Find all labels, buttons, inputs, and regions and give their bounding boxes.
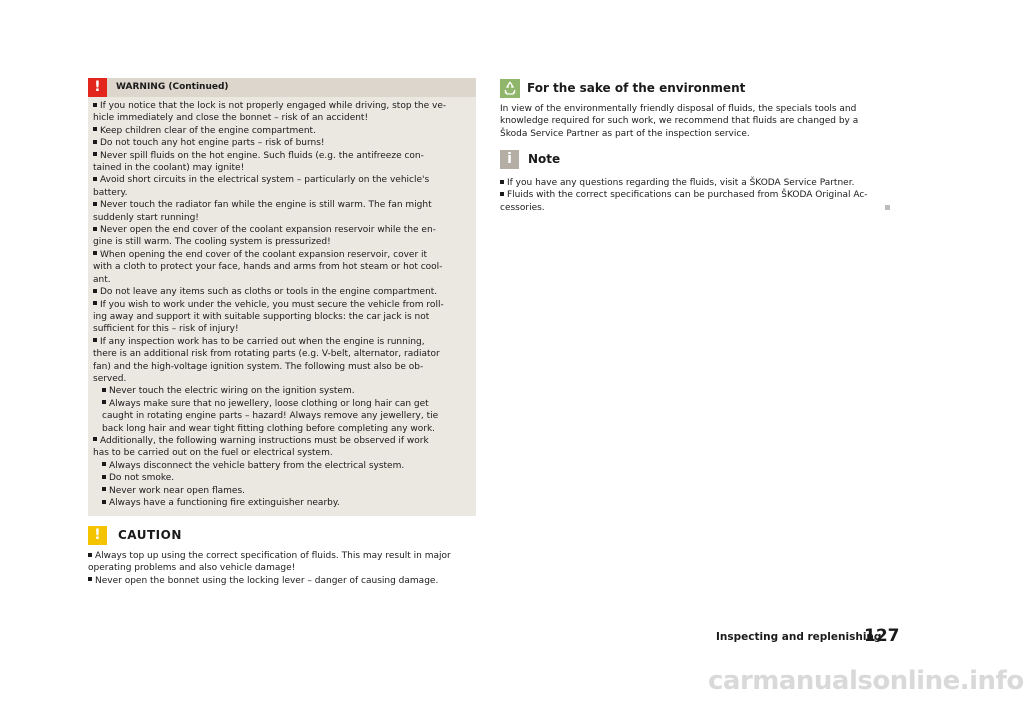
bullet-item	[500, 189, 895, 214]
bullet-square-icon	[93, 177, 97, 181]
bullet-text: If any inspection work has to be carried out when the engine is running, there is an additional risk from rotating parts (e.g. V-belt, alternator, radiator fan) and the high-voltage ignition system. The following must also be ob- served.	[93, 336, 440, 384]
bullet-text: Never spill fluids on the hot engine. Such fluids (e.g. the antifreeze con- tained in the coolant) may ignite!	[93, 150, 424, 174]
bullet-square-icon	[93, 152, 97, 156]
bullet-text: When opening the end cover of the coolant expansion reservoir, cover it with a cloth to protect your face, hands and arms from hot steam or hot cool- ant.	[93, 249, 443, 285]
bullet-item	[93, 199, 470, 224]
bullet-item	[93, 150, 470, 175]
warning-box	[88, 78, 476, 516]
bullet-item	[93, 100, 470, 125]
watermark: carmanualsonline.info	[708, 666, 1024, 696]
bullet-item	[93, 435, 470, 460]
warning-header	[88, 78, 476, 97]
bullet-text: Never open the bonnet using the locking lever – danger of causing damage.	[95, 575, 439, 586]
bullet-text: If you have any questions regarding the fluids, visit a ŠKODA Service Partner.	[507, 178, 855, 188]
bullet-square-icon	[93, 227, 97, 231]
bullet-item	[88, 550, 480, 575]
bullet-item	[93, 398, 470, 435]
warning-icon: !	[88, 78, 107, 97]
bullet-text: Fluids with the correct specifications can be purchased from ŠKODA Original Ac- cessories.	[500, 190, 868, 213]
bullet-item	[93, 472, 470, 484]
caution-title: CAUTION	[118, 528, 182, 542]
bullet-item	[93, 137, 470, 149]
caution-header	[88, 526, 478, 546]
bullet-text: If you notice that the lock is not properly engaged while driving, stop the ve- hicle immediately and close the bonnet – risk of an accident!	[93, 101, 447, 124]
environment-title: For the sake of the environment	[527, 81, 746, 95]
page-number: 127	[864, 626, 900, 646]
bullet-square-icon	[93, 251, 97, 255]
bullet-text: Always top up using the correct specification of fluids. This may result in major operating problems and also vehicle damage!	[88, 551, 451, 574]
bullet-item	[93, 460, 470, 472]
bullet-text: Do not touch any hot engine parts – risk of burns!	[100, 138, 325, 149]
bullet-square-icon	[88, 577, 92, 581]
environment-text: In view of the environmentally friendly disposal of fluids, the specials tools and knowledge required for such work, we recommend that fluids are changed by a Škoda Service Partner as part of the inspection service.	[500, 104, 859, 139]
bullet-item	[500, 177, 895, 189]
section-end-mark	[885, 205, 890, 210]
bullet-square-icon	[93, 202, 97, 206]
bullet-square-icon	[93, 127, 97, 131]
recycle-icon	[500, 79, 520, 98]
bullet-text: Always make sure that no jewellery, loose clothing or long hair can get caught in rotating engine parts – hazard! Always remove any jewellery, tie back long hair and wear tight fitting clothing before completing any work.	[102, 398, 439, 434]
bullet-text: Do not leave any items such as cloths or tools in the engine compartment.	[100, 287, 438, 298]
bullet-item	[93, 336, 470, 386]
bullet-square-icon	[93, 140, 97, 144]
bullet-square-icon	[102, 475, 106, 479]
bullet-text: Never touch the electric wiring on the ignition system.	[109, 386, 355, 397]
note-header	[500, 150, 900, 170]
note-title: Note	[528, 152, 561, 166]
bullet-text: Do not smoke.	[109, 473, 175, 484]
bullet-item	[93, 174, 470, 199]
caution-icon: !	[88, 526, 107, 545]
bullet-square-icon	[93, 289, 97, 293]
bullet-square-icon	[102, 462, 106, 466]
bullet-square-icon	[93, 437, 97, 441]
bullet-item	[93, 485, 470, 497]
bullet-text: Keep children clear of the engine compartment.	[100, 125, 316, 136]
bullet-text: Always disconnect the vehicle battery from the electrical system.	[109, 460, 405, 471]
info-icon: i	[500, 150, 519, 169]
bullet-square-icon	[102, 400, 106, 404]
bullet-square-icon	[93, 338, 97, 342]
bullet-text: Avoid short circuits in the electrical system – particularly on the vehicle's battery.	[93, 175, 430, 198]
bullet-text: Never open the end cover of the coolant expansion reservoir while the en- gine is still warm. The cooling system is pressurized!	[93, 225, 436, 248]
bullet-square-icon	[93, 103, 97, 107]
bullet-item	[88, 575, 480, 587]
bullet-square-icon	[500, 192, 504, 196]
bullet-square-icon	[500, 180, 504, 184]
footer-section-title: Inspecting and replenishing	[716, 631, 882, 643]
bullet-square-icon	[102, 500, 106, 504]
bullet-text: Additionally, the following warning instructions must be observed if work has to be carried out on the fuel or electrical system.	[93, 435, 429, 459]
bullet-text: If you wish to work under the vehicle, you must secure the vehicle from roll- ing away and support it with suitable supporting blocks: the car jack is not sufficient for this – risk of injury!	[93, 299, 444, 335]
bullet-item	[93, 299, 470, 336]
environment-header	[500, 79, 900, 99]
caution-body	[88, 550, 480, 587]
warning-title: WARNING (Continued)	[116, 82, 229, 92]
bullet-item	[93, 385, 470, 397]
bullet-item	[93, 249, 470, 286]
bullet-item	[93, 125, 470, 137]
bullet-item	[93, 286, 470, 298]
bullet-text: Always have a functioning fire extinguisher nearby.	[109, 498, 340, 508]
bullet-square-icon	[93, 301, 97, 305]
note-body	[500, 177, 895, 214]
bullet-text: Never touch the radiator fan while the engine is still warm. The fan might suddenly start running!	[93, 200, 432, 223]
warning-body	[88, 97, 476, 509]
bullet-square-icon	[102, 487, 106, 491]
bullet-item	[93, 224, 470, 249]
bullet-text: Never work near open flames.	[109, 485, 246, 496]
bullet-square-icon	[102, 388, 106, 392]
bullet-square-icon	[88, 553, 92, 557]
bullet-item	[93, 497, 470, 509]
